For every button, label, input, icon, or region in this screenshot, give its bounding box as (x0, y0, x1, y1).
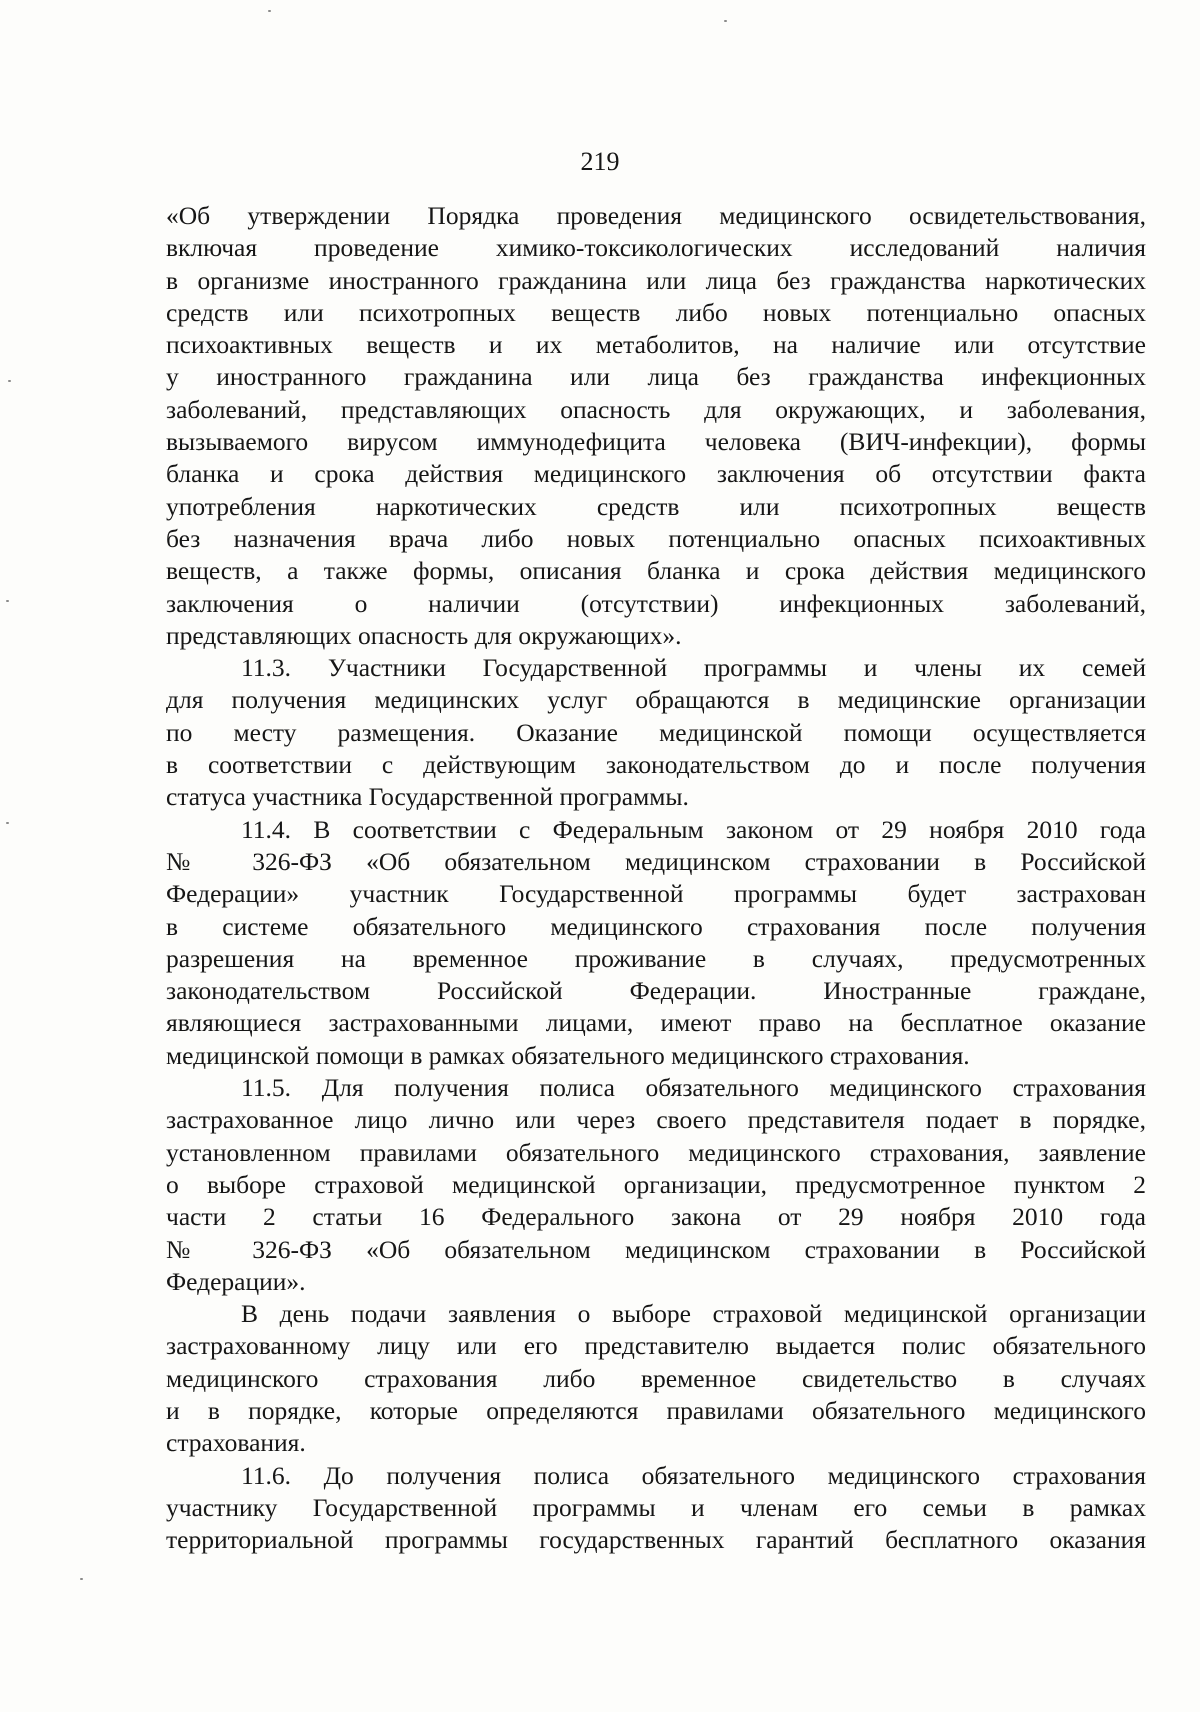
text-line: вызываемого вирусом иммунодефицита человека (ВИЧ-инфекции), формы (166, 427, 1146, 457)
text-line: части 2 статьи 16 Федерального закона от 29 ноября 2010 года (166, 1202, 1146, 1232)
text-line: и в порядке, которые определяются правилами обязательного медицинского (166, 1395, 1146, 1425)
text-line: застрахованному лицу или его представителю выдается полис обязательного (166, 1331, 1146, 1361)
text-line: медицинского страхования либо временное свидетельство в случаях (166, 1363, 1146, 1393)
text-line: Федерации». (166, 1266, 306, 1296)
text-line: без назначения врача либо новых потенциально опасных психоактивных (166, 523, 1146, 553)
paragraph (166, 1460, 1146, 1557)
text-line: веществ, а также формы, описания бланка и срока действия медицинского (166, 556, 1146, 586)
text-line: в соответствии с действующим законодательством до и после получения (166, 750, 1146, 780)
scan-speck (80, 1578, 83, 1580)
page-number: 219 (580, 147, 620, 176)
paragraph (166, 814, 1146, 1072)
text-line: В день подачи заявления о выборе страховой медицинской организации (241, 1299, 1146, 1329)
text-line: о выборе страховой медицинской организации, предусмотренное пунктом 2 (166, 1169, 1146, 1199)
text-line: являющиеся застрахованными лицами, имеют право на бесплатное оказание (166, 1008, 1146, 1038)
scan-speck (6, 822, 9, 824)
text-line: страхования. (166, 1428, 306, 1458)
text-line: территориальной программы государственных гарантий бесплатного оказания (166, 1525, 1146, 1555)
text-line: законодательством Российской Федерации. Иностранные граждане, (166, 976, 1146, 1006)
text-line: заболеваний, представляющих опасность для окружающих, и заболевания, (166, 394, 1146, 424)
text-line: установленном правилами обязательного медицинского страхования, заявление (166, 1137, 1146, 1167)
text-line: 11.3. Участники Государственной программы и члены их семей (241, 653, 1146, 683)
scan-speck (6, 600, 9, 602)
scan-speck (724, 20, 727, 22)
text-line: медицинской помощи в рамках обязательного медицинского страхования. (166, 1040, 970, 1070)
text-line: включая проведение химико-токсикологических исследований наличия (166, 233, 1146, 263)
text-line: для получения медицинских услуг обращаются в медицинские организации (166, 685, 1146, 715)
paragraph (166, 200, 1146, 652)
text-line: средств или психотропных веществ либо новых потенциально опасных (166, 297, 1146, 327)
text-line: № 326-ФЗ «Об обязательном медицинском страховании в Российской (166, 1234, 1146, 1264)
text-line: Федерации» участник Государственной программы будет застрахован (166, 879, 1146, 909)
text-line: «Об утверждении Порядка проведения медицинского освидетельствования, (166, 201, 1146, 230)
text-line: № 326-ФЗ «Об обязательном медицинском страховании в Российской (166, 846, 1146, 876)
text-line: бланка и срока действия медицинского заключения об отсутствии факта (166, 459, 1146, 489)
text-line: в организме иностранного гражданина или лица без гражданства наркотических (166, 265, 1146, 295)
paragraph (166, 1298, 1146, 1459)
text-line: участнику Государственной программы и членам его семьи в рамках (166, 1492, 1146, 1522)
paragraph (166, 1072, 1146, 1298)
text-line: по месту размещения. Оказание медицинской помощи осуществляется (166, 717, 1146, 747)
text-line: разрешения на временное проживание в случаях, предусмотренных (166, 943, 1146, 973)
scan-speck (8, 380, 11, 382)
text-line: представляющих опасность для окружающих». (166, 620, 682, 650)
text-line: заключения о наличии (отсутствии) инфекционных заболеваний, (166, 588, 1146, 618)
text-line: в системе обязательного медицинского страхования после получения (166, 911, 1146, 941)
text-line: статуса участника Государственной программы. (166, 782, 689, 812)
text-line: употребления наркотических средств или психотропных веществ (166, 491, 1146, 521)
document-body (166, 200, 1146, 1556)
text-line: 11.6. До получения полиса обязательного медицинского страхования (241, 1460, 1146, 1490)
paragraph (166, 652, 1146, 813)
scan-speck (268, 10, 271, 12)
text-line: психоактивных веществ и их метаболитов, на наличие или отсутствие (166, 330, 1146, 360)
text-line: 11.4. В соответствии с Федеральным законом от 29 ноября 2010 года (241, 814, 1146, 844)
text-line: у иностранного гражданина или лица без гражданства инфекционных (166, 362, 1146, 392)
text-line: застрахованное лицо лично или через своего представителя подает в порядке, (166, 1105, 1146, 1135)
text-line: 11.5. Для получения полиса обязательного медицинского страхования (241, 1073, 1146, 1103)
